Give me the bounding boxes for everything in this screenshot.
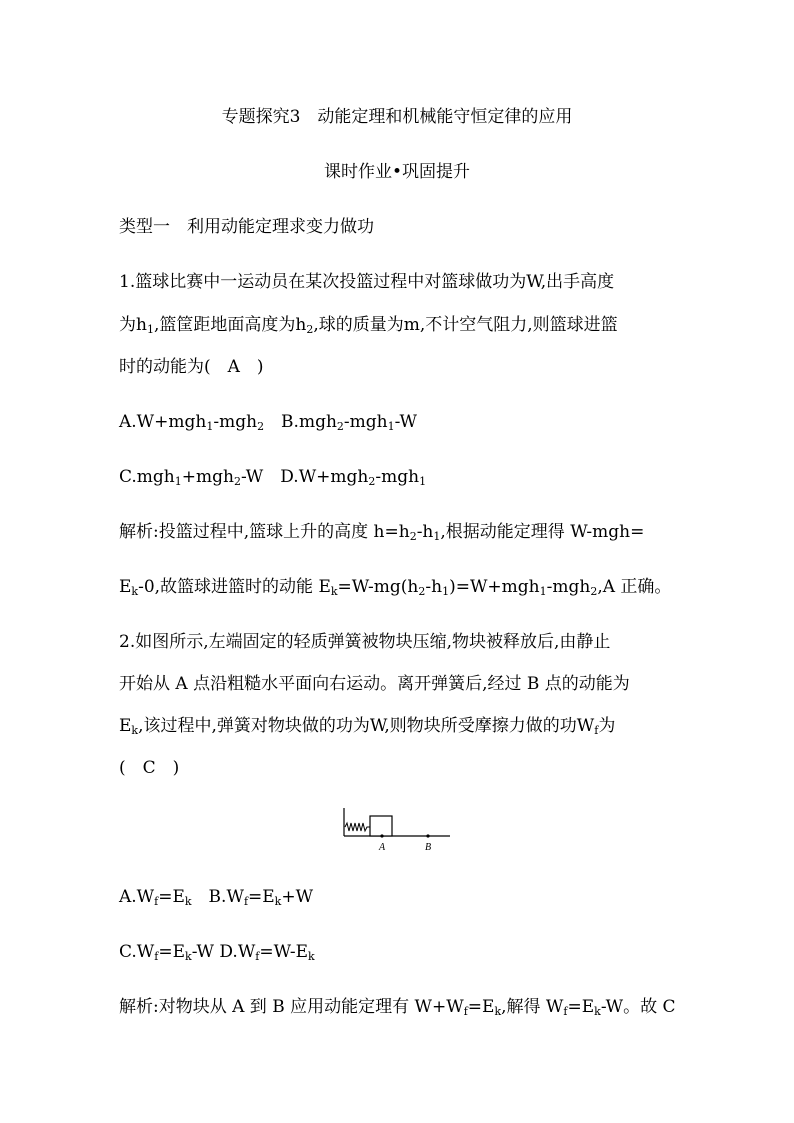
q2-solution-line1: 解析:对物块从 A 到 B 应用动能定理有 $W+W_f=E_k$,解得 $W_f=E_k-W$。故 C	[119, 997, 676, 1018]
q1-stem-line3: 时的动能为( A )	[119, 357, 264, 377]
spring-icon	[345, 823, 370, 831]
spring-block-figure	[340, 804, 452, 856]
q2-stem-line3: $E_k$,该过程中,弹簧对物块做的功为W,则物块所受摩擦力做的功$W_f$为	[119, 716, 616, 737]
point-a-marker	[380, 834, 383, 837]
point-b-marker	[426, 834, 429, 837]
q1-options-cd: C.mgh$_1$+mgh$_2$-W D.W+mgh$_2$-mgh$_1$	[119, 467, 427, 488]
section-heading: 类型一 利用动能定理求变力做功	[119, 217, 374, 237]
q2-options-ab: $A.W_f=E_k$ $B.W_f=E_k+W$	[119, 887, 314, 908]
q1-options-ab: A.W+mgh$_1$-mgh$_2$ B.mgh$_2$-mgh$_1$-W	[119, 412, 417, 433]
q2-stem-line2: 开始从 A 点沿粗糙水平面向右运动。离开弹簧后,经过 B 点的动能为	[119, 674, 630, 694]
q1-stem-line1: 1.篮球比赛中一运动员在某次投篮过程中对篮球做功为W,出手高度	[119, 272, 615, 292]
q1-stem-line2: 为$h_1$,篮筐距地面高度为$h_2$,球的质量为m,不计空气阻力,则篮球进篮	[119, 315, 618, 336]
q2-options-cd: $C.W_f=E_k-W$ $D.W_f=W-E_k$	[119, 942, 315, 963]
point-b-label: B	[425, 842, 432, 853]
block	[370, 816, 392, 836]
q1-solution-line1: 解析:投篮过程中,篮球上升的高度 $h=h_2-h_1$,根据动能定理得 W-mgh=	[119, 522, 645, 543]
q2-stem-line1: 2.如图所示,左端固定的轻质弹簧被物块压缩,物块被释放后,由静止	[119, 632, 611, 652]
q2-stem-line4: ( C )	[119, 758, 180, 778]
q1-solution-line2: $E_k-0$,故篮球进篮时的动能 $E_k=W-mg(h_2-h_1)=W+mgh_1-mgh_2,A$ 正确。	[119, 577, 672, 598]
document-title: 专题探究3 动能定理和机械能守恒定律的应用	[221, 107, 573, 127]
document-subtitle: 课时作业•巩固提升	[323, 162, 471, 182]
point-a-label: A	[379, 842, 386, 853]
